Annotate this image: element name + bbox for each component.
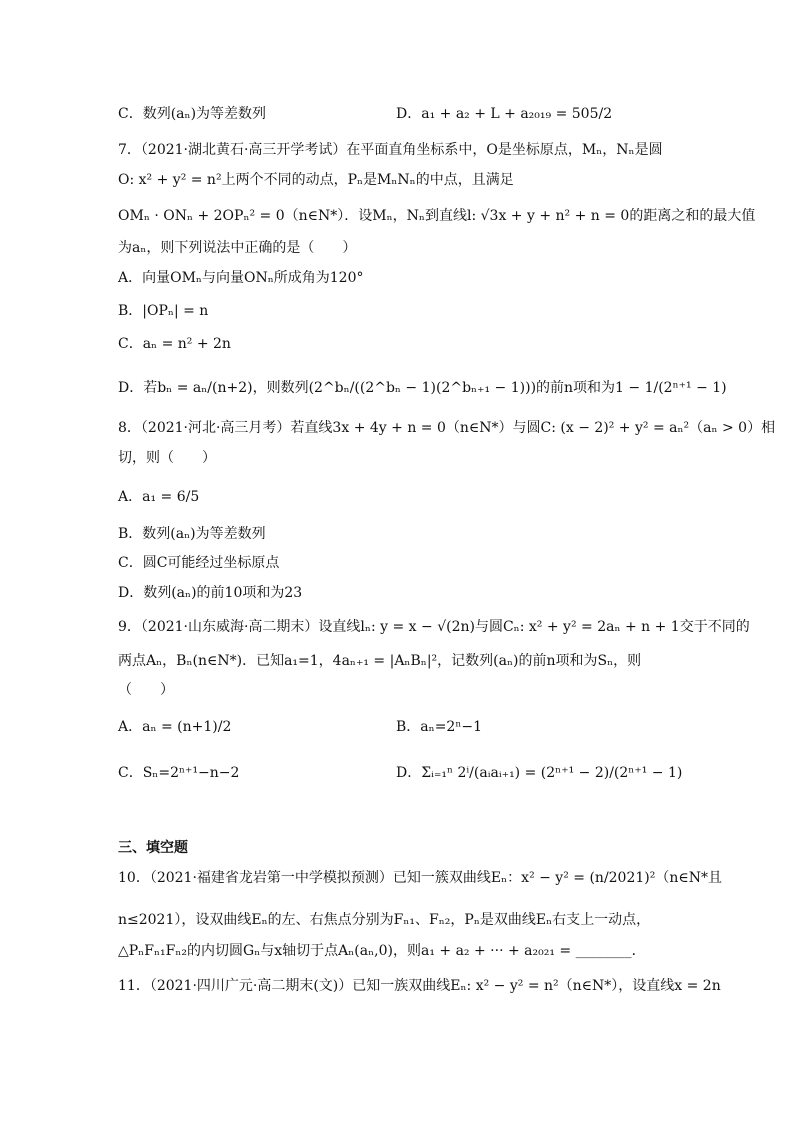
q7-option-b: B．|OPₙ| = n — [118, 303, 209, 319]
q7-option-d: D．若bₙ = aₙ/(n+2)，则数列(2^bₙ/((2^bₙ − 1)(2^bₙ₊₁ − 1)))的前n项和为1 − 1/(2ⁿ⁺¹ − 1) — [118, 380, 727, 396]
q9-option-c: C．Sₙ=2ⁿ⁺¹−n−2 — [118, 765, 240, 781]
q9-stem-line-2: 两点Aₙ，Bₙ(n∈N*)．已知a₁=1，4aₙ₊₁ = |AₙBₙ|²，记数列(aₙ)的前n项和为Sₙ，则 — [118, 653, 642, 669]
q8-option-d: D．数列(aₙ)的前10项和为23 — [118, 585, 303, 601]
q7-option-a: A．向量OMₙ与向量ONₙ所成角为120° — [118, 270, 364, 286]
q8-option-a: A．a₁ = 6/5 — [118, 489, 200, 505]
q10-stem-line-1: 10．（2021·福建省龙岩第一中学模拟预测）已知一簇双曲线Eₙ：x² − y² = (n/2021)²（n∈N*且 — [118, 870, 722, 886]
q7-stem-line-1: 7．（2021·湖北黄石·高三开学考试）在平面直角坐标系中，O是坐标原点，Mₙ，Nₙ是圆 — [118, 142, 663, 158]
q9-stem-line-3: （ ） — [118, 682, 174, 698]
q9-option-d: D．Σᵢ₌₁ⁿ 2ⁱ/(aᵢaᵢ₊₁) = (2ⁿ⁺¹ − 2)/(2ⁿ⁺¹ − 1) — [396, 765, 683, 781]
q9-option-a: A．aₙ = (n+1)/2 — [118, 719, 232, 735]
q10-stem-line-2: n≤2021），设双曲线Eₙ的左、右焦点分别为Fₙ₁、Fₙ₂，Pₙ是双曲线Eₙ右支上一动点， — [118, 912, 651, 928]
q7-stem-line-4: 为aₙ，则下列说法中正确的是（ ） — [118, 240, 357, 256]
q6-option-d: D．a₁ + a₂ + L + a₂₀₁₉ = 505/2 — [396, 106, 613, 122]
q11-stem-line-1: 11．（2021·四川广元·高二期末(文)）已知一族双曲线Eₙ: x² − y² = n²（n∈N*），设直线x = 2n — [118, 978, 721, 994]
q10-stem-line-3: △PₙFₙ₁Fₙ₂的内切圆Gₙ与x轴切于点Aₙ(aₙ,0)，则a₁ + a₂ + ··· + a₂₀₂₁ = ________． — [118, 943, 646, 959]
q9-option-b: B．aₙ=2ⁿ−1 — [396, 719, 483, 735]
q8-stem-line-1: 8．（2021·河北·高三月考）若直线3x + 4y + n = 0（n∈N*）与圆C: (x − 2)² + y² = aₙ²（aₙ > 0）相 — [118, 420, 776, 436]
q8-stem-line-2: 切，则（ ） — [118, 450, 216, 466]
q7-option-c: C．aₙ = n² + 2n — [118, 336, 231, 352]
q7-stem-line-3: OMₙ · ONₙ + 2OPₙ² = 0（n∈N*）．设Mₙ，Nₙ到直线l: √3x + y + n² + n = 0的距离之和的最大值 — [118, 208, 756, 224]
q6-option-c: C．数列(aₙ)为等差数列 — [118, 106, 267, 122]
q8-option-b: B．数列(aₙ)为等差数列 — [118, 526, 266, 542]
q7-stem-line-2: O: x² + y² = n²上两个不同的动点，Pₙ是MₙNₙ的中点，且满足 — [118, 172, 514, 188]
q8-option-c: C．圆C可能经过坐标原点 — [118, 555, 280, 571]
section-heading-fill-in: 三、填空题 — [118, 840, 188, 856]
q9-stem-line-1: 9．（2021·山东威海·高二期末）设直线lₙ: y = x − √(2n)与圆Cₙ: x² + y² = 2aₙ + n + 1交于不同的 — [118, 619, 750, 635]
